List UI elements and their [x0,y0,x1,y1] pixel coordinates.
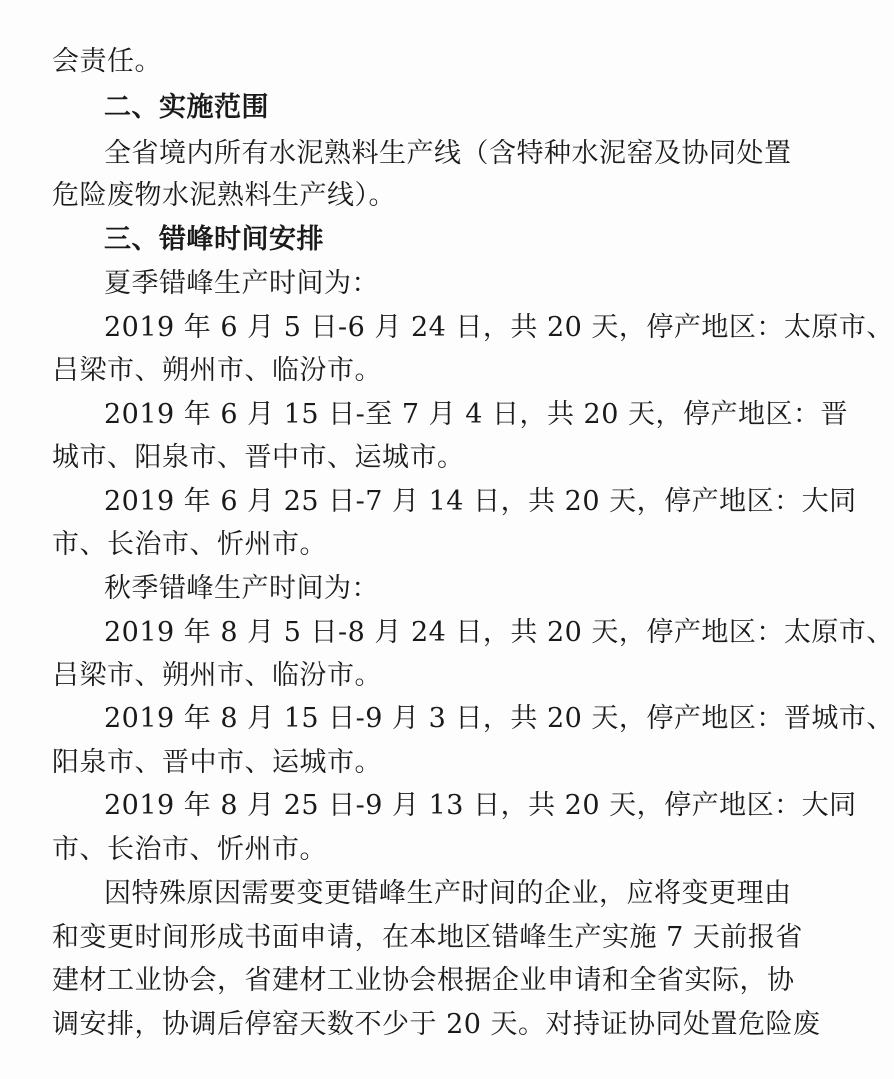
paragraph-line: 危险废物水泥熟料生产线）。 [52,180,396,211]
section-heading-schedule: 三、错峰时间安排 [104,224,324,255]
paragraph-line: 2019 年 8 月 5 日-8 月 24 日，共 20 天，停产地区：太原市、 [104,617,894,648]
paragraph-line: 会责任。 [52,46,162,77]
paragraph-line: 市、长治市、忻州市。 [52,529,327,560]
paragraph-line: 调安排，协调后停窑天数不少于 20 天。对持证协同处置危险废 [52,1009,821,1040]
paragraph-line: 全省境内所有水泥熟料生产线（含特种水泥窑及协同处置 [104,138,792,169]
section-heading-scope: 二、实施范围 [104,92,269,123]
summer-schedule-label: 夏季错峰生产时间为： [104,268,379,299]
paragraph-line: 2019 年 6 月 25 日-7 月 14 日，共 20 天，停产地区：大同 [104,486,857,517]
paragraph-line: 因特殊原因需要变更错峰生产时间的企业，应将变更理由 [104,878,792,909]
paragraph-line: 市、长治市、忻州市。 [52,834,327,865]
paragraph-line: 2019 年 6 月 5 日-6 月 24 日，共 20 天，停产地区：太原市、 [104,312,894,343]
paragraph-line: 阳泉市、晋中市、运城市。 [52,747,382,778]
paragraph-line: 2019 年 8 月 15 日-9 月 3 日，共 20 天，停产地区：晋城市、 [104,703,894,734]
autumn-schedule-label: 秋季错峰生产时间为： [104,573,379,604]
paragraph-line: 2019 年 6 月 15 日-至 7 月 4 日，共 20 天，停产地区：晋 [104,399,848,430]
paragraph-line: 吕梁市、朔州市、临汾市。 [52,660,382,691]
paragraph-line: 吕梁市、朔州市、临汾市。 [52,355,382,386]
paragraph-line: 和变更时间形成书面申请，在本地区错峰生产实施 7 天前报省 [52,922,803,953]
paragraph-line: 建材工业协会，省建材工业协会根据企业申请和全省实际，协 [52,965,795,996]
paragraph-line: 城市、阳泉市、晋中市、运城市。 [52,442,465,473]
paragraph-line: 2019 年 8 月 25 日-9 月 13 日，共 20 天，停产地区：大同 [104,790,857,821]
